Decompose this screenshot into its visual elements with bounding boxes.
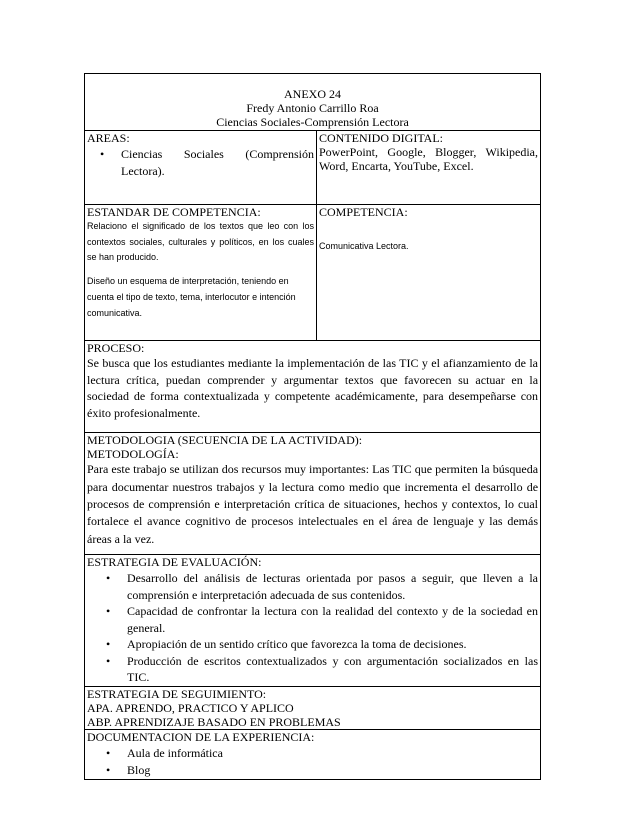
- metodologia-text: Para este trabajo se utilizan dos recursos muy importantes: Las TIC que permiten la búsqueda para documentar nuestros trabajos y la lectura como medio que incrementa el desarrollo de procesos de comprensión e interpretación crítica de situaciones, hechos y contextos, lo cual fortalece el avance cognitivo de procesos intelectuales en el área de lenguaje y las demás áreas a la vez.: [87, 462, 539, 546]
- seguimiento-cell: [85, 686, 541, 730]
- annex-number: ANEXO 24: [284, 87, 341, 101]
- list-item: • Capacidad de confrontar la lectura con la realidad del contexto y de la sociedad en general.: [127, 603, 538, 636]
- evaluacion-list: [87, 570, 538, 686]
- areas-cell: [85, 130, 317, 204]
- contenido-cell: [317, 130, 541, 204]
- list-item: • Aula de informática: [127, 745, 538, 762]
- list-item: • Blog: [127, 762, 538, 779]
- documentacion-cell: [85, 730, 541, 780]
- estandar-text-1: Relaciono el significado de los textos que leo con los contextos sociales, culturales y políticos, en los cuales se han producido.: [87, 220, 314, 263]
- proceso-text: Se busca que los estudiantes mediante la implementación de las TIC y el afianzamiento de la lectura crítica, puedan comprender y argumentar textos que favorecen su actuar en la sociedad de forma contextualizada y competente académicamente, para desempeñarse con éxito profesionalmente.: [87, 355, 539, 421]
- list-item: • Apropiación de un sentido crítico que favorezca la toma de decisiones.: [127, 636, 538, 653]
- evaluacion-title: ESTRATEGIA DE EVALUACIÓN:: [87, 554, 262, 569]
- competencia-title: COMPETENCIA:: [319, 204, 408, 219]
- proceso-cell: [85, 340, 541, 432]
- metodologia-row: [85, 433, 541, 555]
- spacer: [87, 266, 314, 274]
- metodologia-title: METODOLOGIA (SECUENCIA DE LA ACTIVIDAD):: [87, 433, 363, 447]
- documentacion-list: [87, 745, 538, 779]
- header-cell: [85, 74, 541, 131]
- evaluacion-cell: [85, 554, 541, 686]
- competencia-cell: [317, 204, 541, 340]
- seguimiento-title: ESTRATEGIA DE SEGUIMIENTO:: [87, 686, 267, 701]
- seguimiento-row: [85, 686, 541, 730]
- documentacion-title: DOCUMENTACION DE LA EXPERIENCIA:: [87, 730, 315, 745]
- seguimiento-line-2: ABP. APRENDIZAJE BASADO EN PROBLEMAS: [87, 715, 341, 729]
- estandar-row: [85, 204, 541, 340]
- metodologia-cell: [85, 433, 541, 555]
- author-name: Fredy Antonio Carrillo Roa: [246, 101, 379, 116]
- documentacion-row: [85, 730, 541, 780]
- proceso-row: [85, 340, 541, 432]
- list-item: • Producción de escritos contextualizados y con argumentación socializados en las TIC.: [127, 653, 538, 686]
- annex-table: [84, 73, 541, 780]
- estandar-cell: [85, 204, 317, 340]
- areas-list: [87, 146, 314, 180]
- header-row: [85, 74, 541, 131]
- evaluacion-row: [85, 554, 541, 686]
- estandar-text-2: Diseño un esquema de interpretación, teniendo en cuenta el tipo de texto, tema, interlocutor e intención comunicativa.: [87, 276, 296, 318]
- list-item: • Desarrollo del análisis de lecturas orientada por pasos a seguir, que lleven a la comprensión e interpretación adecuada de sus contenidos.: [127, 570, 538, 603]
- seguimiento-line-1: APA. APRENDO, PRACTICO Y APLICO: [87, 700, 294, 715]
- contenido-text: PowerPoint, Google, Blogger, Wikipedia, Word, Encarta, YouTube, Excel.: [319, 144, 539, 174]
- areas-title: AREAS:: [87, 130, 130, 145]
- contenido-title: CONTENIDO DIGITAL:: [319, 130, 444, 145]
- estandar-title: ESTANDAR DE COMPETENCIA:: [87, 204, 261, 219]
- areas-row: [85, 130, 541, 204]
- list-item: • Ciencias Sociales (Comprensión Lectora).: [121, 146, 314, 180]
- proceso-title: PROCESO:: [87, 340, 145, 355]
- subject-title: Ciencias Sociales-Comprensión Lectora: [216, 115, 409, 130]
- metodologia-subtitle: METODOLOGÍA:: [87, 447, 179, 462]
- competencia-text: Comunicativa Lectora.: [319, 240, 409, 251]
